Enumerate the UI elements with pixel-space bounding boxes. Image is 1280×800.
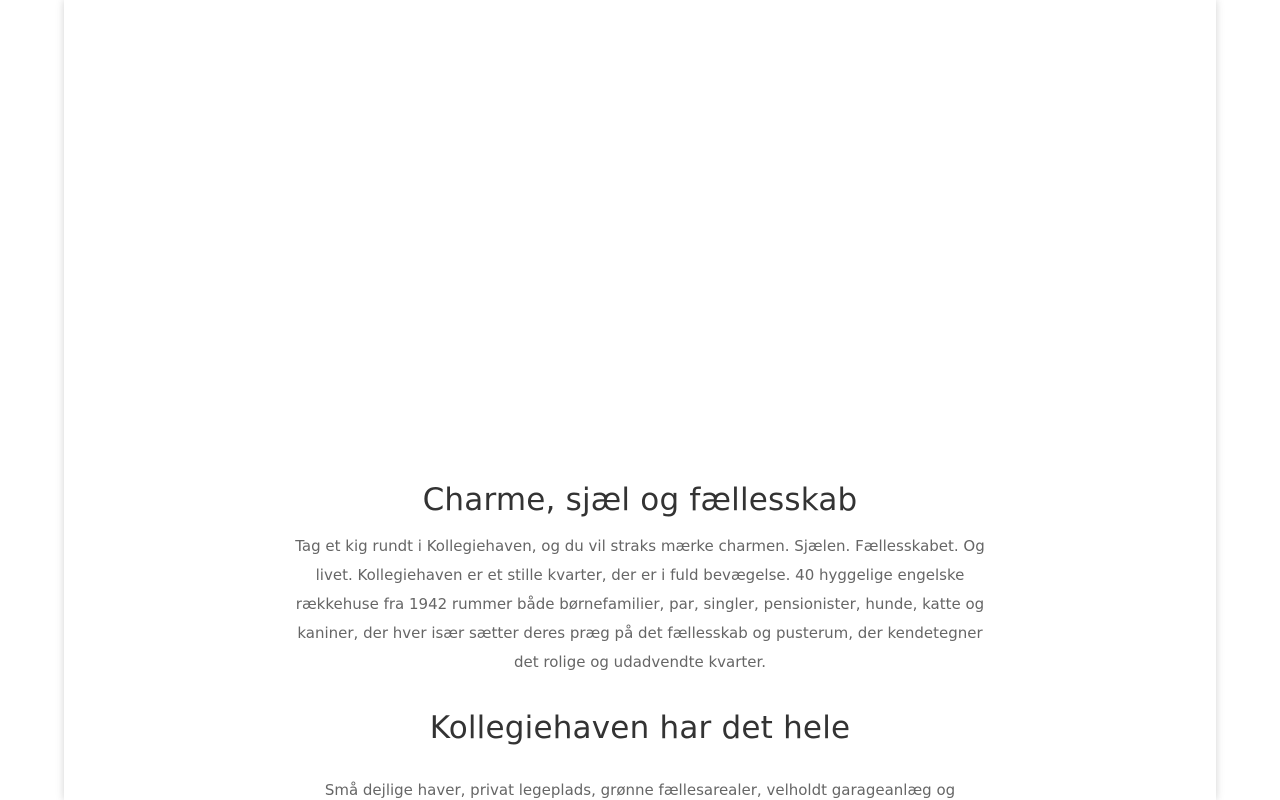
section-text-kollegiehaven: Små dejlige haver, privat legeplads, grønne fællesarealer, velholdt garageanlæg og bbox=[324, 781, 956, 799]
section-text-charme: Tag et kig rundt i Kollegiehaven, og du vil straks mærke charmen. Sjælen. Fællesskabet. Og livet. Kollegiehaven er et stille kvarter, der er i fuld bevægelse. 40 hyggelige engelske rækkehuse fra 1942 rummer både børnefamilier, par, singler, pensionister, hunde, katte og kaniner, der hver især sætter deres præg på det fællesskab og pusterum, der kendetegner det rolige og udadvendte kvarter. bbox=[295, 537, 985, 671]
section-title-kollegiehaven: Kollegiehaven har det hele bbox=[429, 710, 851, 746]
page-frame bbox=[64, 0, 1216, 800]
section-title-charme: Charme, sjæl og fællesskab bbox=[422, 482, 858, 518]
hero-image-area bbox=[64, 0, 1216, 470]
